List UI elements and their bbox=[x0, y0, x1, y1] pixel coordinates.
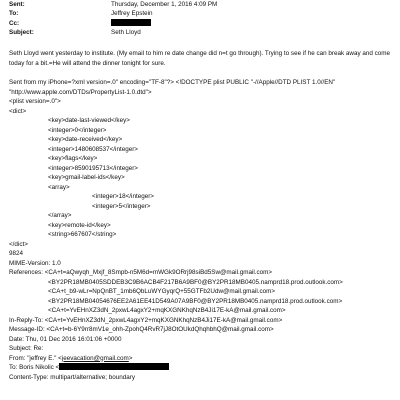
closing-line: MIME-Version: 1.0 bbox=[9, 259, 61, 267]
references-continuation: <CA+t_b9-wLr=NpQnBT_1mb6QbLuWYGyqrQ+55GTFb2Udw@mail.gmail.com> bbox=[48, 288, 276, 295]
from-email: jeevacation@gmail.com bbox=[61, 354, 129, 362]
references-continuation: <BY2PR18MB0405SDDEB3C9B6ACB4F217B6A9BF0@BY2PR18MB0405.namprd18.prod.outlook.com> bbox=[48, 278, 343, 286]
sent-value: Thursday, December 1, 2016 4:09 PM bbox=[111, 1, 218, 8]
dict-line: <key>gmail-label-ids</key> bbox=[48, 174, 125, 181]
redaction-bar bbox=[59, 363, 169, 370]
dict-line: <key>date-last-viewed</key> bbox=[48, 117, 130, 124]
subject-re-line: Subject: Re: bbox=[9, 345, 44, 352]
from-line bbox=[9, 354, 132, 364]
references-line: References: <CA+t=aQwyqh_Mxjf_8Smpb-n5M6d=mWGk9ORrj98siBd5Sw@mail.gmail.com> bbox=[9, 269, 273, 276]
dict-line: <integer>8590195713</integer> bbox=[48, 164, 138, 172]
content-type-line: Content-Type: multipart/alternative; boundary bbox=[9, 373, 136, 381]
to-line bbox=[9, 363, 169, 373]
array-line: <integer>5</integer> bbox=[92, 202, 151, 210]
closing-line: </dict> bbox=[9, 240, 28, 248]
dict-line: <integer>1480608537</integer> bbox=[48, 145, 138, 153]
sent-from-line: Sent from my iPhone=?xml version=.0" encoding="TF-8"?> <!DOCTYPE plist PUBLIC "-//Apple//DTD PLIST 1.0//EN" "http://www.apple.com/DTDs/PropertyList-1.0.dtd"> bbox=[9, 79, 336, 96]
dict-line: <key>remote-id</key> bbox=[48, 221, 111, 229]
to-value: Jeffrey Epstein bbox=[111, 10, 153, 17]
plist-line: <dict> bbox=[9, 107, 27, 115]
message-id-line: Message-ID: <CA+t=b-6Y9rr8mV1e_ohh-ZpohQ4RvR7jJ8OtOUkdQhqhbhQ@mail.gmail.com> bbox=[9, 326, 274, 333]
dict-line: <key>date-received</key> bbox=[48, 136, 123, 143]
from-prefix: From: "jeffrey E." < bbox=[9, 354, 62, 362]
cc-value bbox=[111, 19, 151, 29]
dict-line: <integer>0</integer> bbox=[48, 126, 107, 134]
to-label: To: bbox=[9, 10, 19, 17]
body-paragraph: Seth Lloyd went yesterday to institute. (My email to him re date change did n=t go through). Trying to see if he can break away and come today for a bit.=He will attend the dinner tonight for sure. bbox=[9, 50, 390, 67]
references-continuation: <CA+t=YvEHnXZ3dN_2pxwL4agxY2+mqKXGNKhqNzB4Ji17E-kA@mail.gmail.com> bbox=[48, 307, 286, 314]
subject-label: Subject: bbox=[9, 29, 34, 36]
references-continuation: <BY2PR18MB04054676EE2A61EE41D549A07A9BF0@BY2PR18MB0405.namprd18.prod.outlook.com> bbox=[48, 297, 343, 305]
dict-line: <array> bbox=[48, 183, 70, 191]
cc-label: Cc: bbox=[9, 19, 20, 27]
to-prefix: To: Boris Nikolic < bbox=[9, 364, 60, 371]
date-line: Date: Thu, 01 Dec 2016 16:01:06 +0000 bbox=[9, 335, 122, 343]
in-reply-to-line: In-Reply-To: <CA+t=YvEHnXZ3dN_2pxwL4agxY2+mqKXGNKhqNzB4Ji17E-kA@mail.gmail.com> bbox=[9, 316, 283, 324]
dict-line: <string>667607</string> bbox=[48, 231, 117, 238]
from-suffix: > bbox=[128, 354, 133, 362]
dict-line: </array> bbox=[48, 212, 72, 219]
sent-label: Sent: bbox=[9, 1, 25, 8]
redaction-bar bbox=[111, 19, 151, 26]
closing-line: 9824 bbox=[9, 250, 24, 257]
subject-value: Seth Lloyd bbox=[111, 29, 141, 36]
plist-line: <plist version=.0"> bbox=[9, 98, 61, 105]
array-line: <integer>18</integer> bbox=[92, 193, 154, 200]
dict-line: <key>flags</key> bbox=[48, 155, 98, 162]
